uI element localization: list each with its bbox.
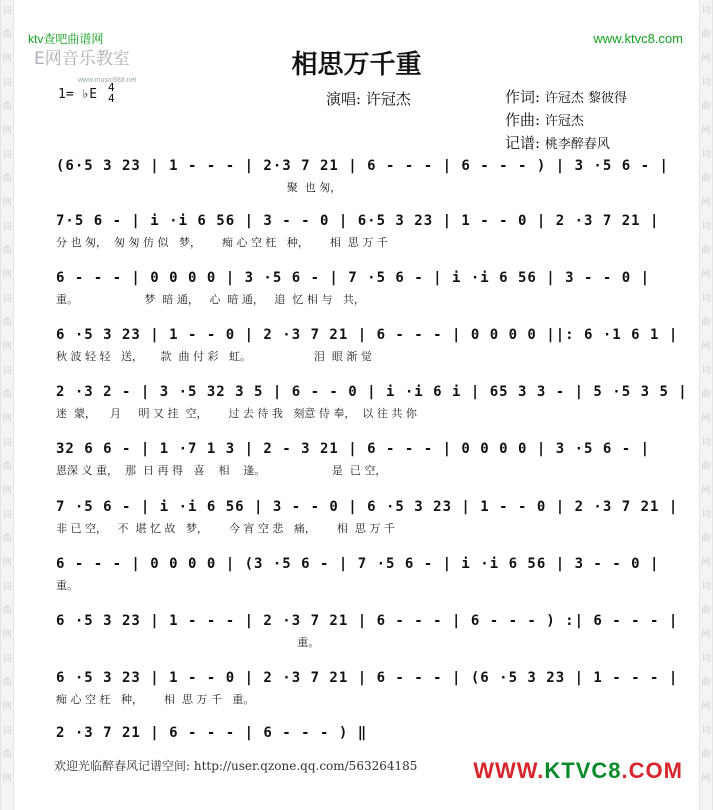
watermark-glyph: 曲 — [2, 246, 12, 256]
watermark-glyph: 词 — [701, 726, 711, 736]
watermark-glyph: 词 — [701, 294, 711, 304]
composer-label: 作曲: — [505, 111, 541, 129]
watermark-glyph: 词 — [701, 582, 711, 592]
lyricist-line — [505, 86, 627, 107]
notation-line: 6 ·5 3 23 | 1 - - 0 | 2 ·3 7 21 | 6 - - - | (6 ·5 3 23 | 1 - - - | — [56, 670, 679, 686]
lyric-line: 重。 梦 暗 通， 心 暗 通， 追 忆 相 与 共， — [56, 293, 365, 306]
watermark-glyph: 曲 — [701, 606, 711, 616]
watermark-glyph: 网 — [2, 414, 12, 424]
watermark-glyph: 曲 — [2, 750, 12, 760]
footer-note[interactable]: 欢迎光临醉春风记谱空间: http://user.qzone.qq.com/563264185 — [54, 759, 418, 773]
notation-line: 6 ·5 3 23 | 1 - - 0 | 2 ·3 7 21 | 6 - - - | 0 0 0 0 ||: 6 ·1 6 1 | — [56, 327, 679, 343]
lyric-line: 分 也 匆， 匆 匆 仿 似 梦， 痴 心 空 枉 种， 相 思 万 千 — [56, 236, 388, 249]
watermark-glyph: 网 — [701, 486, 711, 496]
watermark-glyph: 词 — [701, 150, 711, 160]
watermark-glyph: 网 — [2, 774, 12, 784]
watermark-glyph: 曲 — [701, 174, 711, 184]
watermark-glyph: 词 — [2, 726, 12, 736]
singer-label: 演唱: — [326, 90, 362, 108]
watermark-glyph: 曲 — [701, 30, 711, 40]
left-watermark-column — [0, 0, 14, 810]
composer-name: 许冠杰 — [544, 114, 584, 129]
brand-logo[interactable] — [473, 758, 683, 784]
watermark-glyph: 网 — [701, 630, 711, 640]
notation-line: 2 ·3 2 - | 3 ·5 32 3 5 | 6 - - 0 | i ·i 6 i | 65 3 3 - | 5 ·5 3 5 | — [56, 384, 688, 400]
watermark-glyph: 网 — [701, 702, 711, 712]
watermark-glyph: 网 — [701, 342, 711, 352]
watermark-glyph: 词 — [2, 582, 12, 592]
lyric-line: 痴 心 空 枉 种， 相 思 万 千 重。 — [56, 693, 255, 706]
watermark-glyph: 网 — [2, 702, 12, 712]
key-signature: 1= ♭E — [58, 87, 98, 102]
transcriber-label: 记谱: — [505, 134, 541, 152]
lyric-line: 重。 — [56, 636, 320, 649]
watermark-glyph: 网 — [701, 414, 711, 424]
time-signature-bottom: 4 — [108, 92, 115, 105]
watermark-glyph: 曲 — [701, 390, 711, 400]
watermark-glyph: 网 — [2, 342, 12, 352]
watermark-glyph: 词 — [2, 222, 12, 232]
watermark-glyph: 词 — [701, 78, 711, 88]
watermark-glyph: 词 — [2, 78, 12, 88]
watermark-glyph: 曲 — [2, 606, 12, 616]
notation-line: 32 6 6 - | 1 ·7 1 3 | 2 - 3 21 | 6 - - - | 0 0 0 0 | 3 ·5 6 - | — [56, 441, 651, 457]
watermark-glyph: 词 — [2, 654, 12, 664]
watermark-glyph: 词 — [701, 438, 711, 448]
time-signature-top: 4 — [108, 81, 115, 94]
watermark-glyph: 网 — [2, 558, 12, 568]
lyricist-label: 作词: — [505, 88, 541, 106]
lyric-line: 恩深 义 重， 那 日 再 得 喜 相 逢。 是 已 空， — [56, 464, 387, 477]
site-logo-left[interactable]: ktv查吧曲谱网 — [28, 32, 104, 46]
transcriber-name: 桃李醉春风 — [544, 137, 610, 152]
watermark-glyph: 词 — [701, 6, 711, 16]
watermark-glyph: 网 — [2, 198, 12, 208]
watermark-glyph: 词 — [701, 510, 711, 520]
singer-line — [326, 88, 411, 109]
notation-line: 6 - - - | 0 0 0 0 | (3 ·5 6 - | 7 ·5 6 - | i ·i 6 56 | 3 - - 0 | — [56, 556, 660, 572]
site-logo-left-sub: E网音乐教室 — [34, 49, 130, 69]
watermark-glyph: 词 — [2, 366, 12, 376]
notation-line: 7·5 6 - | i ·i 6 56 | 3 - - 0 | 6·5 3 23 | 1 - - 0 | 2 ·3 7 21 | — [56, 213, 660, 229]
watermark-glyph: 词 — [701, 222, 711, 232]
watermark-glyph: 网 — [701, 558, 711, 568]
lyric-line: 迷 蒙， 月 明 又 挂 空， 过 去 待 我 刻意 侍 奉， 以 往 共 你 — [56, 407, 417, 420]
watermark-glyph: 网 — [2, 486, 12, 496]
watermark-glyph: 曲 — [2, 534, 12, 544]
watermark-glyph: 曲 — [701, 750, 711, 760]
song-title: 相思万千重 — [291, 50, 422, 80]
site-url-right[interactable]: www.ktvc8.com — [593, 31, 683, 46]
watermark-glyph: 网 — [2, 54, 12, 64]
watermark-glyph: 曲 — [2, 390, 12, 400]
composer-line — [505, 109, 584, 130]
right-watermark-column — [699, 0, 713, 810]
watermark-glyph: 曲 — [2, 678, 12, 688]
watermark-glyph: 曲 — [701, 318, 711, 328]
watermark-glyph: 网 — [701, 270, 711, 280]
lyric-line: 重。 — [56, 579, 78, 592]
watermark-glyph: 词 — [2, 438, 12, 448]
watermark-glyph: 词 — [701, 654, 711, 664]
notation-line: 7 ·5 6 - | i ·i 6 56 | 3 - - 0 | 6 ·5 3 23 | 1 - - 0 | 2 ·3 7 21 | — [56, 499, 679, 515]
watermark-glyph: 网 — [701, 198, 711, 208]
time-signature — [108, 82, 115, 104]
lyric-line: 非 已 空， 不 堪 忆 故 梦， 今 宵 空 悲 痛， 相 思 万 千 — [56, 522, 395, 535]
watermark-glyph: 曲 — [701, 678, 711, 688]
lyric-line: 聚 也 匆， — [56, 181, 342, 194]
watermark-glyph: 曲 — [2, 174, 12, 184]
notation-line: (6·5 3 23 | 1 - - - | 2·3 7 21 | 6 - - - | 6 - - - ) | 3 ·5 6 - | — [56, 158, 669, 174]
singer-name: 许冠杰 — [365, 90, 411, 108]
watermark-glyph: 曲 — [701, 534, 711, 544]
watermark-glyph: 曲 — [701, 246, 711, 256]
watermark-glyph: 曲 — [2, 462, 12, 472]
notation-line: 6 - - - | 0 0 0 0 | 3 ·5 6 - | 7 ·5 6 - | i ·i 6 56 | 3 - - 0 | — [56, 270, 651, 286]
watermark-glyph: 词 — [2, 294, 12, 304]
brand-part-a: WWW. — [473, 758, 545, 783]
notation-line: 6 ·5 3 23 | 1 - - - | 2 ·3 7 21 | 6 - - - | 6 - - - ) :| 6 - - - | — [56, 613, 679, 629]
brand-part-c: .COM — [621, 758, 683, 783]
site-logo-left-url: www.music688.net — [78, 77, 137, 84]
notation-line: 2 ·3 7 21 | 6 - - - | 6 - - - ) ‖ — [56, 725, 368, 741]
watermark-glyph: 词 — [701, 366, 711, 376]
watermark-glyph: 网 — [2, 270, 12, 280]
watermark-glyph: 曲 — [2, 30, 12, 40]
watermark-glyph: 网 — [2, 630, 12, 640]
watermark-glyph: 网 — [701, 126, 711, 136]
watermark-glyph: 词 — [2, 150, 12, 160]
watermark-glyph: 网 — [701, 54, 711, 64]
transcriber-line — [505, 132, 610, 153]
watermark-glyph: 曲 — [701, 102, 711, 112]
watermark-glyph: 网 — [2, 126, 12, 136]
watermark-glyph: 曲 — [701, 462, 711, 472]
lyric-line: 秋 波 轻 轻 送， 款 曲 付 彩 虹。 泪 眼 渐 觉 — [56, 350, 372, 363]
watermark-glyph: 曲 — [2, 318, 12, 328]
brand-part-b: KTVC8 — [544, 758, 622, 783]
lyricist-name: 许冠杰 黎彼得 — [544, 91, 627, 106]
watermark-glyph: 词 — [2, 6, 12, 16]
watermark-glyph: 曲 — [2, 102, 12, 112]
watermark-glyph: 网 — [701, 774, 711, 784]
watermark-glyph: 词 — [2, 510, 12, 520]
